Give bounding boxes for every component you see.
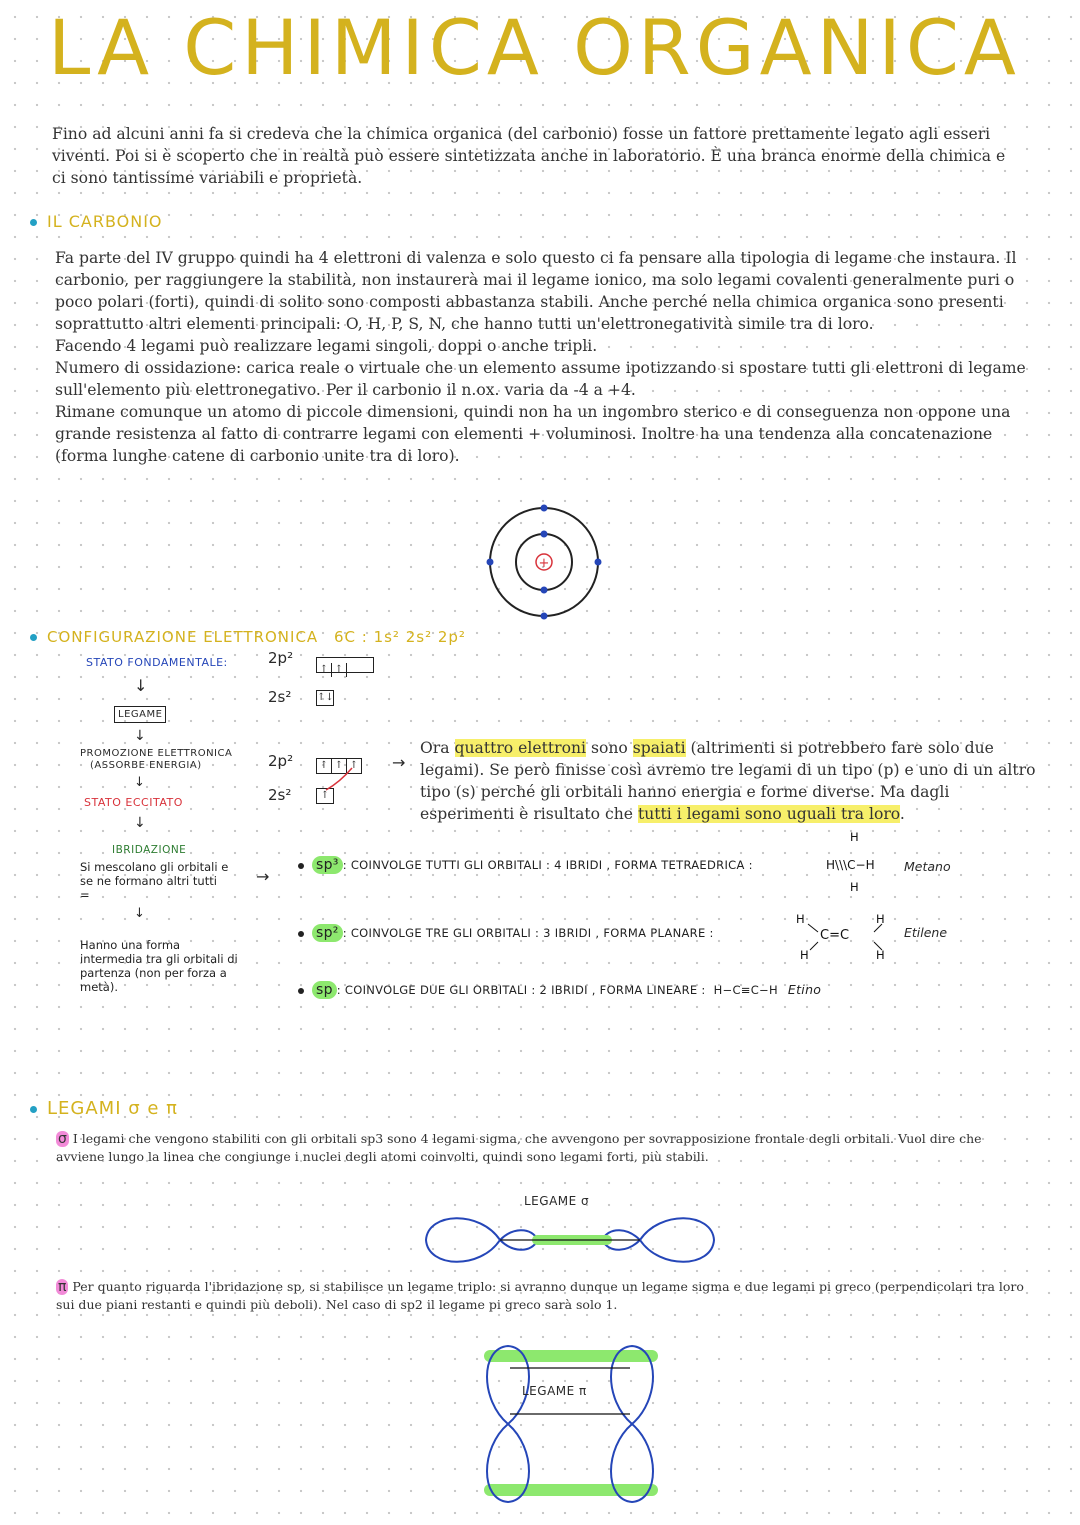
carbonio-text: [55, 247, 1040, 467]
config-note: [420, 737, 1040, 825]
config-heading-text: CONFIGURAZIONE ELETTRONICA: [47, 628, 319, 646]
ethylene-h: H: [796, 912, 805, 926]
arrow-right-icon: →: [256, 867, 270, 886]
methane-h-top: H: [850, 830, 859, 844]
electron: [541, 531, 548, 538]
ibridazione-note2: Hanno una forma intermedia tra gli orbitali di partenza (non per forza a metà).: [80, 938, 238, 994]
pi-bond-diagram: [470, 1340, 670, 1510]
carbonio-heading-text: IL CARBONIO: [47, 212, 163, 231]
legame-box: LEGAME: [114, 706, 166, 723]
carbon-atom-diagram: [480, 498, 610, 628]
bullet-icon: [30, 1106, 37, 1113]
sp-text: : COINVOLGE DUE GLI ORBITALI : 2 IBRIDI , FORMA LINEARE :: [336, 983, 706, 997]
arrow-down-icon: ↓: [134, 728, 146, 744]
sp2-text: : COINVOLGE TRE GLI ORBITALI : 3 IBRIDI , FORMA PLANARE :: [342, 926, 714, 940]
bullet-icon: [298, 988, 304, 994]
box-cell: ↑: [349, 760, 359, 771]
arrow-down-icon: ↓: [134, 775, 145, 790]
sp2-molecule-name: Etilene: [904, 925, 948, 940]
promotion-arrow: [322, 764, 362, 794]
bullet-icon: [298, 931, 304, 937]
stato-fondamentale-label: STATO FONDAMENTALE:: [86, 656, 228, 669]
note-highlight: tutti i legami sono uguali tra loro: [637, 805, 900, 823]
note-highlight: spaiati: [632, 739, 686, 757]
electron: [541, 505, 548, 512]
section-heading-carbonio: [30, 212, 163, 231]
note-highlight: quattro elettroni: [454, 739, 587, 757]
sp3-text: : COINVOLGE TUTTI GLI ORBITALI : 4 IBRIDI , FORMA TETRAEDRICA :: [342, 858, 753, 872]
page-title: LA CHIMICA ORGANICA: [48, 3, 1021, 92]
bullet-icon: [298, 863, 304, 869]
box-cell: ↑: [317, 759, 332, 773]
stato-eccitato-label: STATO ECCITATO: [84, 796, 183, 809]
electron: [541, 613, 548, 620]
note-part: (altrimenti si potrebbero fare solo due legami). Se però finisse così avremo tre legami di un tipo (p) e uno di un altro tipo (s) perché gli orbitali hanno energia e forme diverse. Ma dagli esperimenti è risultato che: [420, 739, 1036, 823]
sigma-label: LEGAME σ: [524, 1194, 590, 1208]
sp-molecule-name: Etino: [787, 982, 822, 997]
carbonio-p3: Numero di ossidazione: carica reale o virtuale che un elemento assume ipotizzando si spostare tutti gli elettroni di legame sull'elemento più elettronegativo. Per il carbonio il n.ox. varia da -4 a +4.: [55, 359, 1026, 399]
arrow-down-icon: ↓: [134, 815, 146, 831]
ibridazione-label: IBRIDAZIONE: [112, 844, 187, 856]
pi-text: Per quanto riguarda l'ibridazione sp, si stabilisce un legame triplo: si avranno dunque un legame sigma e due legami pi greco (perpendicolari tra loro sui due piani restanti e quindi più deboli). Nel caso di sp2 il legame pi greco sarà solo 1.: [56, 1279, 1024, 1312]
arrow-right-icon: →: [392, 753, 406, 772]
sigma-text: I legami che vengono stabiliti con gli orbitali sp3 sono 4 legami sigma, che avvengono per sovrapposizione frontale degli orbitali. Vuol dire che avviene lungo la linea che congiunge i nuclei degli atomi coinvolti, quindi sono legami forti, più stabili.: [56, 1131, 982, 1164]
promozione-text: PROMOZIONE ELETTRONICA: [80, 748, 233, 759]
electron: [595, 559, 602, 566]
orbital-box-2p: [316, 657, 374, 673]
carbonio-p1: Fa parte del IV gruppo quindi ha 4 elettroni di valenza e solo questo ci fa pensare alla tipologia di legame che instaura. Il carbonio, per raggiungere la stabilità, non instaurerà mai il legame ionico, ma solo legami covalenti generalmente puri o poco polari (forti), quindi di solito sono composti abbastanza stabili. Anche perché nella chimica organica sono presenti soprattutto altri elementi principali: O, H, P, S, N, che hanno tutti un'elettronegatività simile tra di loro.: [55, 249, 1017, 333]
methane-h-bottom: H: [850, 880, 859, 894]
config-formula: 6C : 1s² 2s² 2p²: [333, 628, 466, 646]
electron: [487, 559, 494, 566]
box-cell: ↑: [332, 663, 347, 677]
bullet-icon: [30, 634, 37, 641]
box-cell: ↑: [320, 790, 330, 801]
ethylene-h: H: [800, 948, 809, 962]
note-part: sono: [586, 739, 633, 757]
sp-formula: H−C≡C−H: [713, 983, 778, 997]
sigma-bond-diagram: [420, 1204, 720, 1274]
assorbe-text: (ASSORBE ENERGIA): [90, 760, 202, 771]
pi-symbol: π: [58, 1279, 67, 1295]
sp3-line: [298, 857, 753, 873]
section-heading-config: [30, 628, 466, 646]
orbital-box-2s: [316, 690, 334, 706]
orbital-2p: 2p²: [268, 649, 294, 667]
nucleus-symbol: +: [538, 556, 550, 571]
sp3-molecule-name: Metano: [904, 859, 951, 874]
intro-paragraph: Fino ad alcuni anni fa si credeva che la chimica organica (del carbonio) fosse un fattore prettamente legato agli esseri viventi. Poi si è scoperto che in realtà può essere sintetizzata anche in laboratorio. È una branca enorme della chimica e ci sono tantissime variabili e proprietà.: [52, 125, 1006, 187]
arrow-down-icon: ↓: [134, 906, 145, 921]
section-heading-legami: [30, 1098, 178, 1119]
methane-row: H\\\C−H: [826, 858, 875, 872]
ethylene-h: H: [876, 912, 885, 926]
sigma-paragraph: [56, 1130, 1031, 1165]
box-cell: ↑: [332, 759, 347, 773]
legami-heading-text: LEGAMI σ e π: [47, 1098, 178, 1119]
pi-paragraph: [56, 1278, 1031, 1313]
sp-tag: sp: [312, 981, 337, 999]
sp2-line: [298, 925, 714, 941]
box-cell: ↑: [317, 663, 332, 677]
orbital-2s: 2s²: [268, 688, 292, 706]
orbital-2s-excited: 2s²: [268, 786, 292, 804]
ibridazione-note1: Si mescolano gli orbitali e se ne formano altri tutti =: [80, 860, 229, 902]
orbital-2p-excited: 2p²: [268, 752, 294, 770]
carbonio-p4: Rimane comunque un atomo di piccole dimensioni, quindi non ha un ingombro sterico e di conseguenza non oppone una grande resistenza al fatto di contrarre legami con elementi + voluminosi. Inoltre ha una tendenza alla concatenazione (forma lunghe catene di carbonio unite tra di loro).: [55, 403, 1011, 465]
box-cell: [347, 658, 373, 672]
ethylene-cc: C=C: [820, 928, 850, 943]
arrow-down-icon: ↓: [134, 676, 148, 695]
ethylene-h: H: [876, 948, 885, 962]
sigma-symbol: σ: [58, 1131, 67, 1147]
promozione-label: [80, 748, 232, 772]
carbonio-p2: Facendo 4 legami può realizzare legami singoli, doppi o anche tripli.: [55, 337, 598, 355]
note-part: Ora: [420, 739, 455, 757]
pi-label: LEGAME π: [522, 1384, 587, 1398]
electron: [541, 587, 548, 594]
bullet-icon: [30, 219, 37, 226]
sp3-tag: sp³: [312, 856, 343, 874]
sp2-tag: sp²: [312, 924, 343, 942]
sp-line: [298, 982, 821, 998]
ethylene-bonds: [806, 922, 886, 952]
box-cell: ↑↓: [317, 692, 334, 703]
note-part: .: [899, 805, 905, 823]
